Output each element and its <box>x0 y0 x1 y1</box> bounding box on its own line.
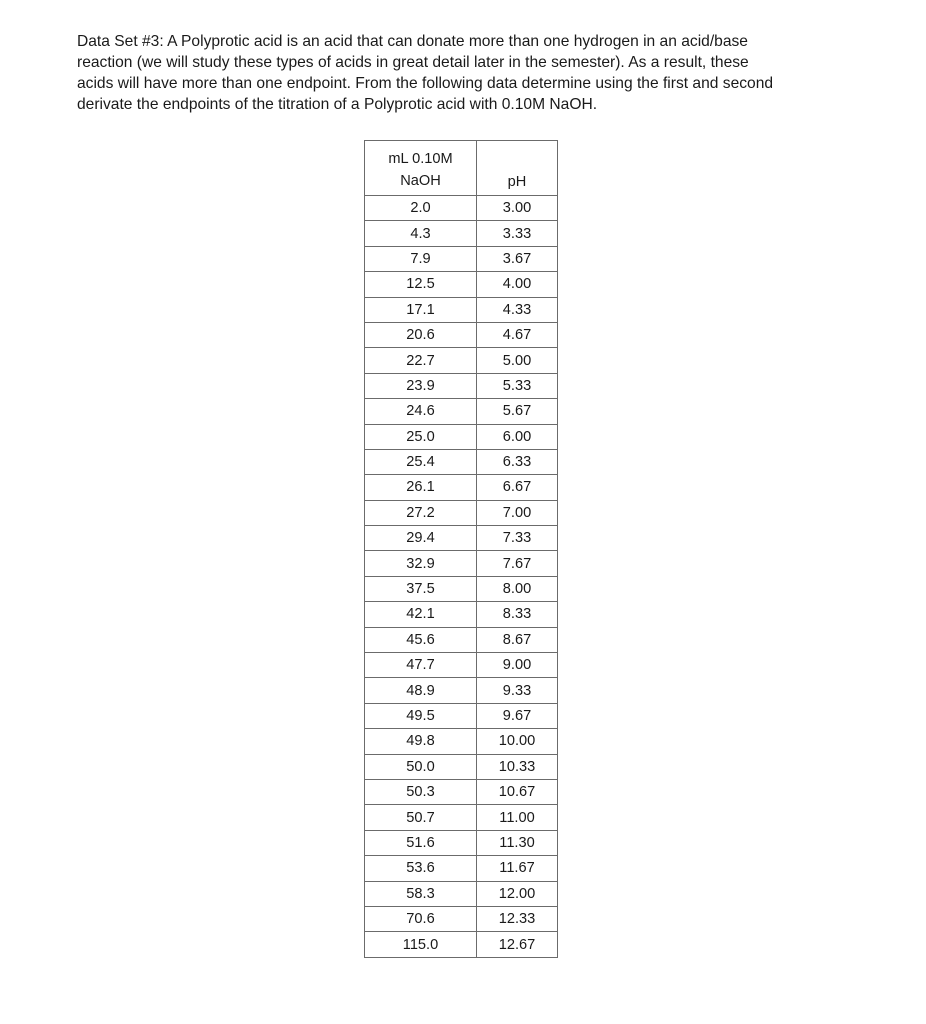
table-row <box>365 475 558 500</box>
volume-cell: 49.8 <box>365 729 477 754</box>
table-row <box>365 779 558 804</box>
table-row <box>365 602 558 627</box>
ph-cell: 6.00 <box>477 424 558 449</box>
column-header-volume-line2: NaOH <box>400 173 441 189</box>
ph-cell: 3.67 <box>477 246 558 271</box>
ph-cell: 9.67 <box>477 703 558 728</box>
volume-cell: 12.5 <box>365 272 477 297</box>
ph-cell: 12.33 <box>477 906 558 931</box>
problem-statement-line: Data Set #3: A Polyprotic acid is an acid that can donate more than one hydrogen in an acid/base <box>77 33 748 50</box>
column-header-ph: pH <box>477 141 558 196</box>
volume-cell: 47.7 <box>365 653 477 678</box>
table-row <box>365 653 558 678</box>
ph-cell: 12.00 <box>477 881 558 906</box>
ph-cell: 11.67 <box>477 856 558 881</box>
ph-cell: 12.67 <box>477 932 558 957</box>
column-header-volume-line1: mL 0.10M <box>388 151 453 167</box>
volume-cell: 26.1 <box>365 475 477 500</box>
table-row <box>365 906 558 931</box>
table-row <box>365 322 558 347</box>
volume-cell: 25.0 <box>365 424 477 449</box>
volume-cell: 50.3 <box>365 779 477 804</box>
volume-cell: 17.1 <box>365 297 477 322</box>
volume-cell: 53.6 <box>365 856 477 881</box>
volume-cell: 51.6 <box>365 830 477 855</box>
ph-cell: 9.33 <box>477 678 558 703</box>
volume-cell: 29.4 <box>365 526 477 551</box>
table-row <box>365 856 558 881</box>
ph-cell: 7.00 <box>477 500 558 525</box>
ph-cell: 3.00 <box>477 196 558 221</box>
table-row <box>365 221 558 246</box>
volume-cell: 58.3 <box>365 881 477 906</box>
table-row <box>365 830 558 855</box>
ph-cell: 7.33 <box>477 526 558 551</box>
volume-cell: 7.9 <box>365 246 477 271</box>
header-row <box>365 141 558 196</box>
problem-statement-line: reaction (we will study these types of acids in great detail later in the semester). As a result, these <box>77 54 749 71</box>
volume-cell: 4.3 <box>365 221 477 246</box>
ph-cell: 6.33 <box>477 449 558 474</box>
ph-cell: 8.00 <box>477 576 558 601</box>
table-row <box>365 576 558 601</box>
problem-statement <box>77 31 867 115</box>
ph-cell: 7.67 <box>477 551 558 576</box>
volume-cell: 50.0 <box>365 754 477 779</box>
problem-statement-line: acids will have more than one endpoint. From the following data determine using the first and second <box>77 75 774 92</box>
table-row <box>365 881 558 906</box>
table-row <box>365 805 558 830</box>
ph-cell: 4.33 <box>477 297 558 322</box>
table-row <box>365 526 558 551</box>
ph-cell: 8.33 <box>477 602 558 627</box>
volume-cell: 45.6 <box>365 627 477 652</box>
ph-cell: 11.00 <box>477 805 558 830</box>
ph-cell: 5.00 <box>477 348 558 373</box>
volume-cell: 27.2 <box>365 500 477 525</box>
problem-statement-line: derivate the endpoints of the titration of a Polyprotic acid with 0.10M NaOH. <box>77 96 598 113</box>
table-row <box>365 373 558 398</box>
ph-cell: 6.67 <box>477 475 558 500</box>
table-row <box>365 500 558 525</box>
volume-cell: 48.9 <box>365 678 477 703</box>
volume-cell: 50.7 <box>365 805 477 830</box>
ph-cell: 9.00 <box>477 653 558 678</box>
table-row <box>365 246 558 271</box>
volume-cell: 23.9 <box>365 373 477 398</box>
table-row <box>365 449 558 474</box>
ph-cell: 8.67 <box>477 627 558 652</box>
ph-cell: 10.00 <box>477 729 558 754</box>
volume-cell: 25.4 <box>365 449 477 474</box>
table-row <box>365 399 558 424</box>
table-row <box>365 348 558 373</box>
table-row <box>365 551 558 576</box>
ph-cell: 10.33 <box>477 754 558 779</box>
volume-cell: 37.5 <box>365 576 477 601</box>
table-row <box>365 272 558 297</box>
ph-cell: 4.00 <box>477 272 558 297</box>
table-header <box>365 141 558 196</box>
table-row <box>365 196 558 221</box>
volume-cell: 2.0 <box>365 196 477 221</box>
volume-cell: 115.0 <box>365 932 477 957</box>
ph-cell: 3.33 <box>477 221 558 246</box>
volume-cell: 32.9 <box>365 551 477 576</box>
ph-cell: 4.67 <box>477 322 558 347</box>
table-row <box>365 754 558 779</box>
table-row <box>365 678 558 703</box>
table-row <box>365 297 558 322</box>
ph-cell: 11.30 <box>477 830 558 855</box>
volume-cell: 24.6 <box>365 399 477 424</box>
table-row <box>365 703 558 728</box>
table-body <box>365 196 558 958</box>
ph-cell: 5.33 <box>477 373 558 398</box>
volume-cell: 42.1 <box>365 602 477 627</box>
table-row <box>365 627 558 652</box>
titration-data-table <box>364 140 558 958</box>
table-row <box>365 729 558 754</box>
volume-cell: 70.6 <box>365 906 477 931</box>
table-row <box>365 424 558 449</box>
volume-cell: 22.7 <box>365 348 477 373</box>
volume-cell: 20.6 <box>365 322 477 347</box>
volume-cell: 49.5 <box>365 703 477 728</box>
ph-cell: 10.67 <box>477 779 558 804</box>
table-row <box>365 932 558 957</box>
ph-cell: 5.67 <box>477 399 558 424</box>
column-header-volume <box>365 141 477 196</box>
